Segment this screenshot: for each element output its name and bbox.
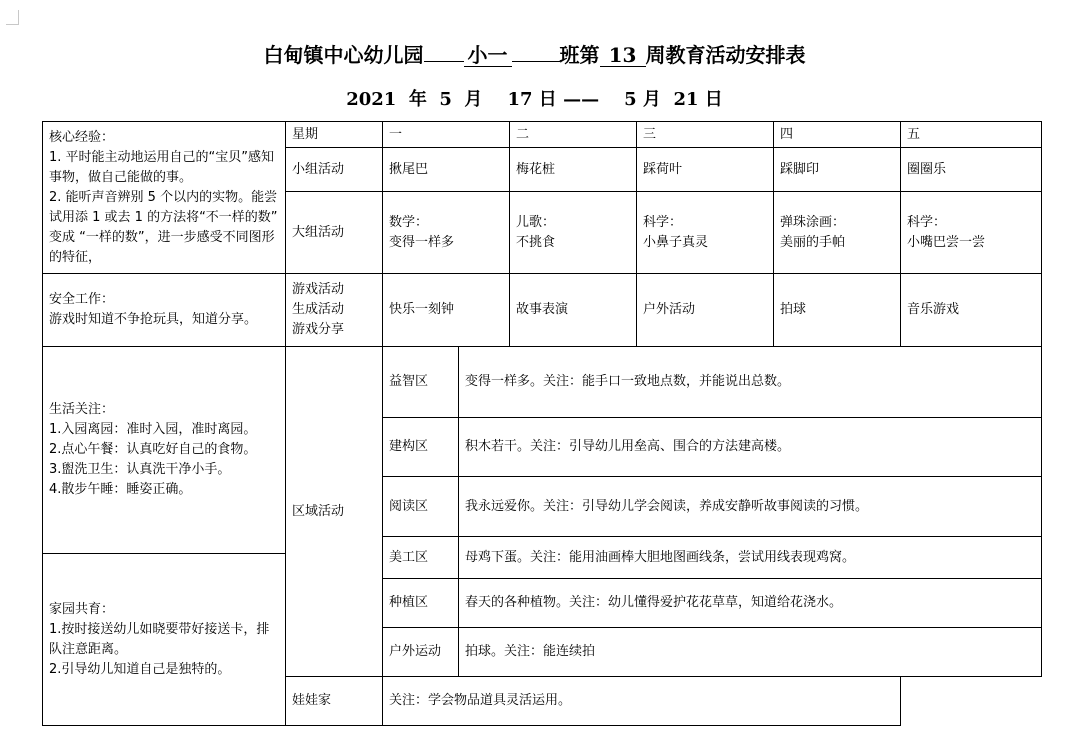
activity-title: 变得一样多 xyxy=(389,234,455,250)
life-focus-cell xyxy=(43,347,286,554)
area-name: 美工区 xyxy=(383,537,459,579)
small-group-activity: 踩荷叶 xyxy=(637,148,774,192)
small-group-activity: 踩脚印 xyxy=(774,148,901,192)
activity-subject: 儿歌： xyxy=(516,214,556,230)
schedule-table xyxy=(42,121,1042,726)
activity-title: 美丽的手帕 xyxy=(780,234,846,250)
game-activity: 音乐游戏 xyxy=(901,274,1042,347)
area-name: 阅读区 xyxy=(383,477,459,537)
home-cooperation-cell xyxy=(43,554,286,726)
weekday-header-row xyxy=(43,122,1042,148)
small-group-activity: 梅花桩 xyxy=(510,148,637,192)
page-corner-mark xyxy=(6,10,19,25)
home-cooperation-item: 2.引导幼儿知道自己是独特的。 xyxy=(49,661,231,677)
large-group-activity xyxy=(383,192,510,274)
weekday-mon: 一 xyxy=(383,122,510,148)
area-row xyxy=(43,347,1042,418)
weekday-tue: 二 xyxy=(510,122,637,148)
area-name: 娃娃家 xyxy=(286,677,383,726)
area-name: 益智区 xyxy=(383,347,459,418)
area-name: 户外运动 xyxy=(383,628,459,677)
life-focus-heading: 生活关注： xyxy=(49,402,115,417)
core-experience-heading: 核心经验： xyxy=(49,129,115,145)
small-group-label: 小组活动 xyxy=(286,148,383,192)
date-range: 2021 年 5 月 17 日 —— 5 月 21 日 xyxy=(346,89,723,110)
area-name: 种植区 xyxy=(383,579,459,628)
games-label-lines: 游戏活动 生成活动 游戏分享 xyxy=(292,282,345,337)
game-activity: 拍球 xyxy=(774,274,901,347)
games-label xyxy=(286,274,383,347)
weekday-wed: 三 xyxy=(637,122,774,148)
area-content: 春天的各种植物。关注：幼儿懂得爱护花花草草，知道给花浇水。 xyxy=(459,579,1042,628)
weekday-thu: 四 xyxy=(774,122,901,148)
life-focus-item: 3.盥洗卫生：认真洗干净小手。 xyxy=(49,462,231,477)
area-name: 建构区 xyxy=(383,418,459,477)
activity-title: 不挑食 xyxy=(516,234,556,250)
area-content: 变得一样多。关注：能手口一致地点数，并能说出总数。 xyxy=(459,347,1042,418)
title-blank-1 xyxy=(424,61,464,62)
title-class-name: 小一 xyxy=(464,44,512,67)
small-group-activity: 圈圈乐 xyxy=(901,148,1042,192)
core-experience-item: 1. 平时能主动地运用自己的“宝贝”感知事物，做自己能做的事。 xyxy=(49,149,275,185)
game-activity: 故事表演 xyxy=(510,274,637,347)
area-content: 母鸡下蛋。关注：能用油画棒大胆地图画线条，尝试用线表现鸡窝。 xyxy=(459,537,1042,579)
home-cooperation-item: 1.按时接送幼儿如晓要带好接送卡，排队注意距离。 xyxy=(49,621,270,657)
document-title xyxy=(0,40,1069,70)
area-content: 积木若干。关注：引导幼儿用垒高、围合的方法建高楼。 xyxy=(459,418,1042,477)
core-experience-cell xyxy=(43,122,286,274)
title-week-number: 13 xyxy=(600,44,646,67)
safety-cell xyxy=(43,274,286,347)
game-activity: 户外活动 xyxy=(637,274,774,347)
large-group-activity xyxy=(901,192,1042,274)
activity-subject: 弹珠涂画： xyxy=(780,214,846,230)
large-group-label: 大组活动 xyxy=(286,192,383,274)
weekday-label: 星期 xyxy=(286,122,383,148)
life-focus-item: 1.入园离园：准时入园，准时离园。 xyxy=(49,422,257,437)
area-content: 拍球。关注：能连续拍 xyxy=(459,628,1042,677)
large-group-activity xyxy=(510,192,637,274)
safety-text: 游戏时知道不争抢玩具，知道分享。 xyxy=(49,312,258,327)
games-row xyxy=(43,274,1042,347)
title-mid: 班第 xyxy=(559,43,600,67)
game-activity: 快乐一刻钟 xyxy=(383,274,510,347)
life-focus-item: 2.点心午餐：认真吃好自己的食物。 xyxy=(49,442,257,457)
title-prefix: 白甸镇中心幼儿园 xyxy=(263,43,424,67)
core-experience-item: 2. 能听声音辨别 5 个以内的实物。能尝试用添 1 或去 1 的方法将“不一样的数” 变成 “一样的数”，进一步感受不同图形的特征， xyxy=(49,189,278,265)
title-blank-2 xyxy=(512,61,560,62)
weekday-fri: 五 xyxy=(901,122,1042,148)
large-group-activity xyxy=(637,192,774,274)
area-content: 关注：学会物品道具灵活运用。 xyxy=(383,677,901,726)
activity-title: 小嘴巴尝一尝 xyxy=(907,234,986,250)
small-group-activity: 揪尾巴 xyxy=(383,148,510,192)
area-activities-label: 区域活动 xyxy=(286,347,383,677)
activity-subject: 科学： xyxy=(907,214,947,230)
home-cooperation-heading: 家园共育： xyxy=(49,601,115,617)
activity-subject: 数学： xyxy=(389,214,429,230)
life-focus-item: 4.散步午睡：睡姿正确。 xyxy=(49,482,192,497)
area-content: 我永远爱你。关注：引导幼儿学会阅读，养成安静听故事阅读的习惯。 xyxy=(459,477,1042,537)
safety-heading: 安全工作： xyxy=(49,292,115,307)
title-suffix: 周教育活动安排表 xyxy=(645,43,806,67)
large-group-activity xyxy=(774,192,901,274)
activity-title: 小鼻子真灵 xyxy=(643,234,709,250)
activity-subject: 科学： xyxy=(643,214,683,230)
